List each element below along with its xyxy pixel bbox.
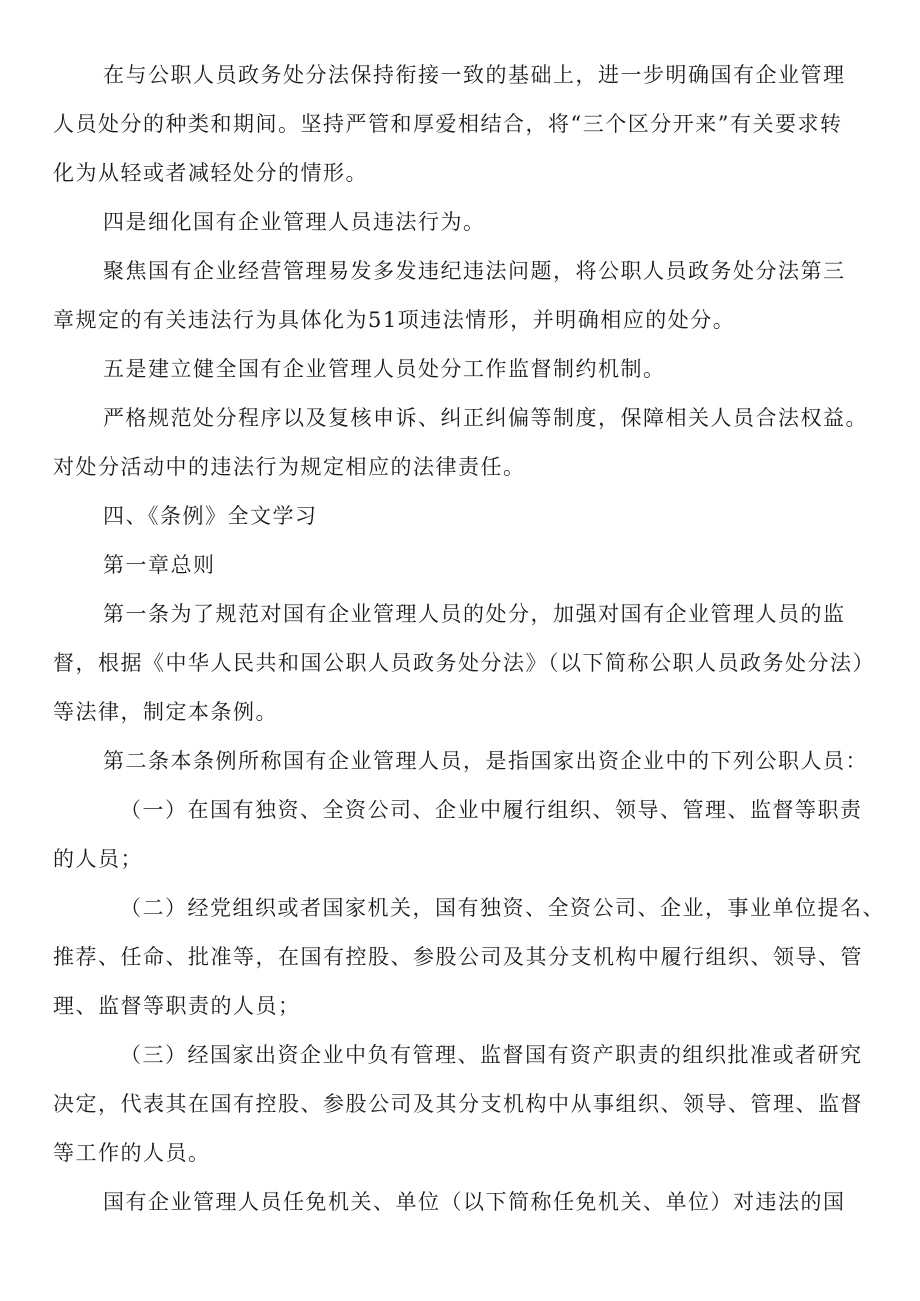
paragraph-line: 章规定的有关违法行为具体化为51项违法情形，并明确相应的处分。 [53,308,736,332]
paragraph-line: 等工作的人员。 [53,1141,211,1165]
paragraph-line: 在与公职人员政务处分法保持衔接一致的基础上，进一步明确国有企业管理 [103,63,846,87]
paragraph-line: 的人员； [53,847,143,871]
paragraph-line: （三）经国家出资企业中负有管理、监督国有资产职责的组织批准或者研究 [120,1043,863,1067]
paragraph-line: 严格规范处分程序以及复核申诉、纠正纠偏等制度，保障相关人员合法权益。 [103,406,868,430]
paragraph-line: 理、监督等职责的人员； [53,994,301,1018]
paragraph-line: 国有企业管理人员任免机关、单位（以下简称任免机关、单位）对违法的国 [103,1190,846,1214]
section-heading: 四是细化国有企业管理人员违法行为。 [103,210,486,234]
paragraph-line: 等法律，制定本条例。 [53,700,278,724]
section-heading: 五是建立健全国有企业管理人员处分工作监督制约机制。 [103,357,666,381]
paragraph-line: 对处分活动中的违法行为规定相应的法律责任。 [53,455,526,479]
paragraph-line: 第一条为了规范对国有企业管理人员的处分，加强对国有企业管理人员的监 [103,602,846,626]
paragraph-line: 化为从轻或者减轻处分的情形。 [53,161,368,185]
paragraph-line: （二）经党组织或者国家机关，国有独资、全资公司、企业，事业单位提名、 [120,896,885,920]
paragraph-line: （一）在国有独资、全资公司、企业中履行组织、领导、管理、监督等职责 [120,798,863,822]
paragraph-line: 推荐、任命、批准等，在国有控股、参股公司及其分支机构中履行组织、领导、管 [53,945,863,969]
paragraph-line: 决定，代表其在国有控股、参股公司及其分支机构中从事组织、领导、管理、监督 [53,1092,863,1116]
paragraph-line: 聚焦国有企业经营管理易发多发违纪违法问题，将公职人员政务处分法第三 [103,259,846,283]
paragraph-line: 人员处分的种类和期间。坚持严管和厚爱相结合，将“三个区分开来”有关要求转 [53,112,843,136]
section-heading: 四、《条例》全文学习 [103,504,318,528]
chapter-heading: 第一章总则 [103,553,216,577]
paragraph-line: 第二条本条例所称国有企业管理人员，是指国家出资企业中的下列公职人员： [103,749,868,773]
paragraph-line: 督，根据《中华人民共和国公职人员政务处分法》（以下简称公职人员政务处分法） [53,651,875,675]
